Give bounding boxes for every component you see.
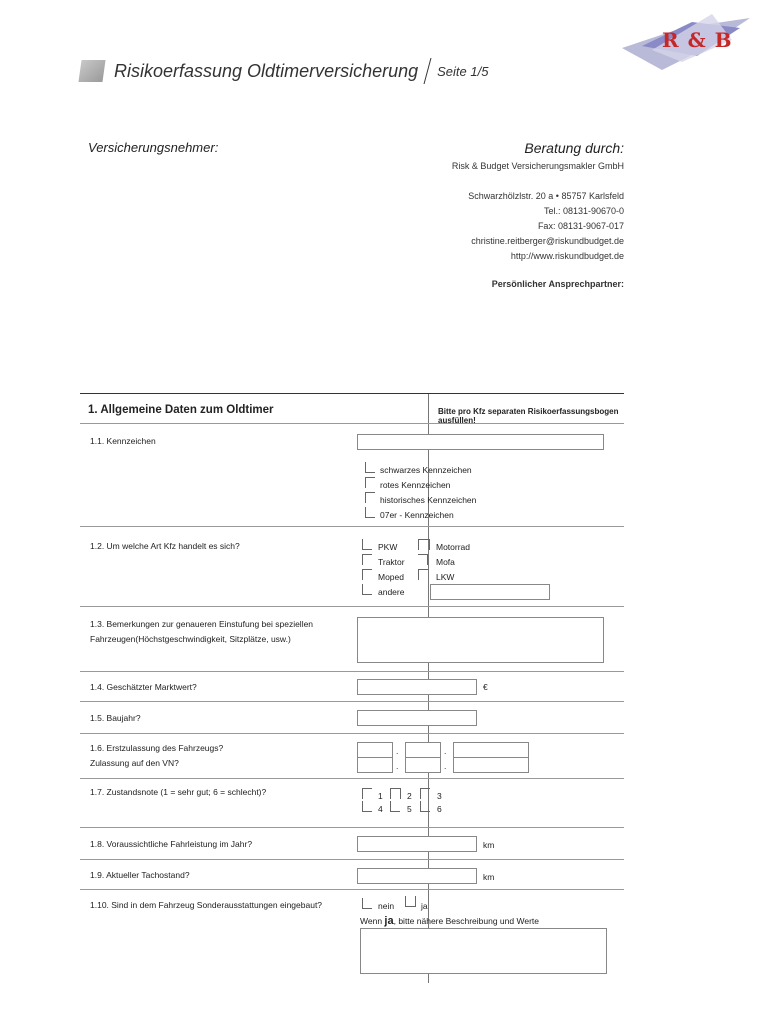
option-black-plate: schwarzes Kennzeichen [380, 465, 472, 475]
date-dot: . [396, 761, 399, 771]
row-registration [80, 733, 624, 779]
question-1-3-line2: Fahrzeugen(Höchstgeschwindigkeit, Sitzplätze, usw.) [90, 634, 291, 644]
option-traktor: Traktor [378, 557, 405, 567]
option-grade-2: 2 [407, 791, 412, 801]
question-1-1: 1.1. Kennzeichen [90, 436, 156, 446]
question-1-10: 1.10. Sind in dem Fahrzeug Sonderausstattungen eingebaut? [90, 900, 323, 910]
checkbox-grade-3[interactable] [420, 788, 430, 799]
checkbox-grade-1[interactable] [362, 788, 372, 799]
first-reg-day-input[interactable] [357, 742, 393, 758]
option-mofa: Mofa [436, 557, 455, 567]
checkbox-moped[interactable] [362, 569, 372, 580]
row-odometer [80, 859, 624, 890]
option-moped: Moped [378, 572, 404, 582]
row-remarks [80, 606, 624, 672]
checkbox-no[interactable] [362, 898, 372, 909]
document-title: Risikoerfassung Oldtimerversicherung [114, 60, 419, 81]
document-title-block [80, 58, 488, 84]
if-yes-prefix: Wenn [360, 916, 385, 926]
question-1-3-line1: 1.3. Bemerkungen zur genaueren Einstufung bei speziellen [90, 619, 314, 629]
checkbox-traktor[interactable] [362, 554, 372, 565]
if-yes-suffix: , bitte nähere Beschreibung und Werte [393, 916, 539, 926]
vn-reg-month-input[interactable] [405, 757, 441, 773]
vn-reg-year-input[interactable] [453, 757, 529, 773]
km-label: km [483, 872, 495, 882]
km-label: km [483, 840, 495, 850]
question-1-9: 1.9. Aktueller Tachostand? [90, 870, 190, 880]
option-lkw: LKW [436, 572, 455, 582]
special-equipment-textarea[interactable] [360, 928, 607, 974]
checkbox-grade-6[interactable] [420, 801, 430, 812]
row-license-plate [80, 423, 624, 527]
option-motorrad: Motorrad [436, 542, 471, 552]
option-historic-plate: historisches Kennzeichen [380, 495, 477, 505]
option-pkw: PKW [378, 542, 398, 552]
vn-reg-day-input[interactable] [357, 757, 393, 773]
date-dot: . [444, 761, 447, 771]
license-plate-input[interactable] [357, 434, 604, 450]
remarks-textarea[interactable] [357, 617, 604, 663]
date-dot: . [396, 746, 399, 756]
annual-mileage-input[interactable] [357, 836, 477, 852]
question-1-8: 1.8. Voraussichtliche Fahrleistung im Jahr? [90, 839, 253, 849]
option-grade-4: 4 [378, 804, 383, 814]
checkbox-grade-5[interactable] [390, 801, 400, 812]
checkbox-lkw[interactable] [418, 569, 428, 580]
section-note: Bitte pro Kfz separaten Risikoerfassungsbogen ausfüllen! [438, 407, 619, 425]
advisor-email[interactable]: christine.reitberger@riskundbudget.de [471, 236, 624, 246]
insured-label: Versicherungsnehmer: [88, 140, 219, 155]
checkbox-mofa[interactable] [418, 554, 428, 565]
contact-person-label: Persönlicher Ansprechpartner: [491, 279, 624, 289]
first-reg-month-input[interactable] [405, 742, 441, 758]
odometer-input[interactable] [357, 868, 477, 884]
question-1-2: 1.2. Um welche Art Kfz handelt es sich? [90, 541, 240, 551]
section-title: 1. Allgemeine Daten zum Oldtimer [88, 404, 274, 416]
checkbox-red-plate[interactable] [365, 477, 375, 488]
question-1-7: 1.7. Zustandsnote (1 = sehr gut; 6 = schlecht)? [90, 787, 267, 797]
checkbox-black-plate[interactable] [365, 462, 375, 473]
other-type-input[interactable] [430, 584, 550, 600]
option-grade-5: 5 [407, 804, 412, 814]
option-no: nein [378, 901, 395, 911]
row-build-year [80, 701, 624, 734]
row-vehicle-type [80, 526, 624, 607]
title-separator [424, 58, 432, 84]
checkbox-grade-2[interactable] [390, 788, 401, 799]
advisor-tel: Tel.: 08131-90670-0 [543, 206, 624, 216]
checkbox-historic-plate[interactable] [365, 492, 375, 503]
question-1-6-line2: Zulassung auf den VN? [90, 758, 179, 768]
logo-text: R & B [662, 28, 733, 52]
advisor-fax: Fax: 08131-9067-017 [537, 221, 624, 231]
option-grade-3: 3 [437, 791, 442, 801]
currency-label: € [483, 682, 488, 692]
option-yes: ja [421, 901, 428, 911]
row-annual-mileage [80, 827, 624, 860]
option-red-plate: rotes Kennzeichen [380, 480, 451, 490]
checkbox-pkw[interactable] [362, 539, 372, 550]
advisor-website[interactable]: http://www.riskundbudget.de [510, 251, 624, 261]
checkbox-motorrad[interactable] [418, 539, 430, 550]
row-market-value [80, 671, 624, 702]
option-andere: andere [378, 587, 405, 597]
option-07-plate: 07er - Kennzeichen [380, 510, 454, 520]
market-value-input[interactable] [357, 679, 477, 695]
title-decoration-icon [78, 60, 105, 82]
section-header-row [80, 393, 624, 424]
question-1-4: 1.4. Geschätzter Marktwert? [90, 682, 197, 692]
first-reg-year-input[interactable] [453, 742, 529, 758]
advisor-company: Risk & Budget Versicherungsmakler GmbH [451, 161, 624, 171]
advisor-address: Schwarzhölzlstr. 20 a • 85757 Karlsfeld [468, 191, 624, 201]
build-year-input[interactable] [357, 710, 477, 726]
option-grade-1: 1 [378, 791, 383, 801]
checkbox-07-plate[interactable] [365, 507, 375, 518]
page-indicator: Seite 1/5 [437, 63, 489, 79]
checkbox-grade-4[interactable] [362, 801, 372, 812]
option-grade-6: 6 [437, 804, 442, 814]
checkbox-andere[interactable] [362, 584, 372, 595]
question-1-6-line1: 1.6. Erstzulassung des Fahrzeugs? [90, 743, 224, 753]
checkbox-yes[interactable] [405, 896, 416, 907]
row-special-equipment [80, 889, 624, 984]
question-1-5: 1.5. Baujahr? [90, 713, 141, 723]
advisor-title: Beratung durch: [524, 140, 624, 156]
if-yes-bold: ja [384, 915, 394, 927]
if-yes-instruction [360, 915, 539, 927]
row-condition-grade [80, 778, 624, 828]
date-dot: . [444, 746, 447, 756]
company-logo [622, 10, 752, 72]
